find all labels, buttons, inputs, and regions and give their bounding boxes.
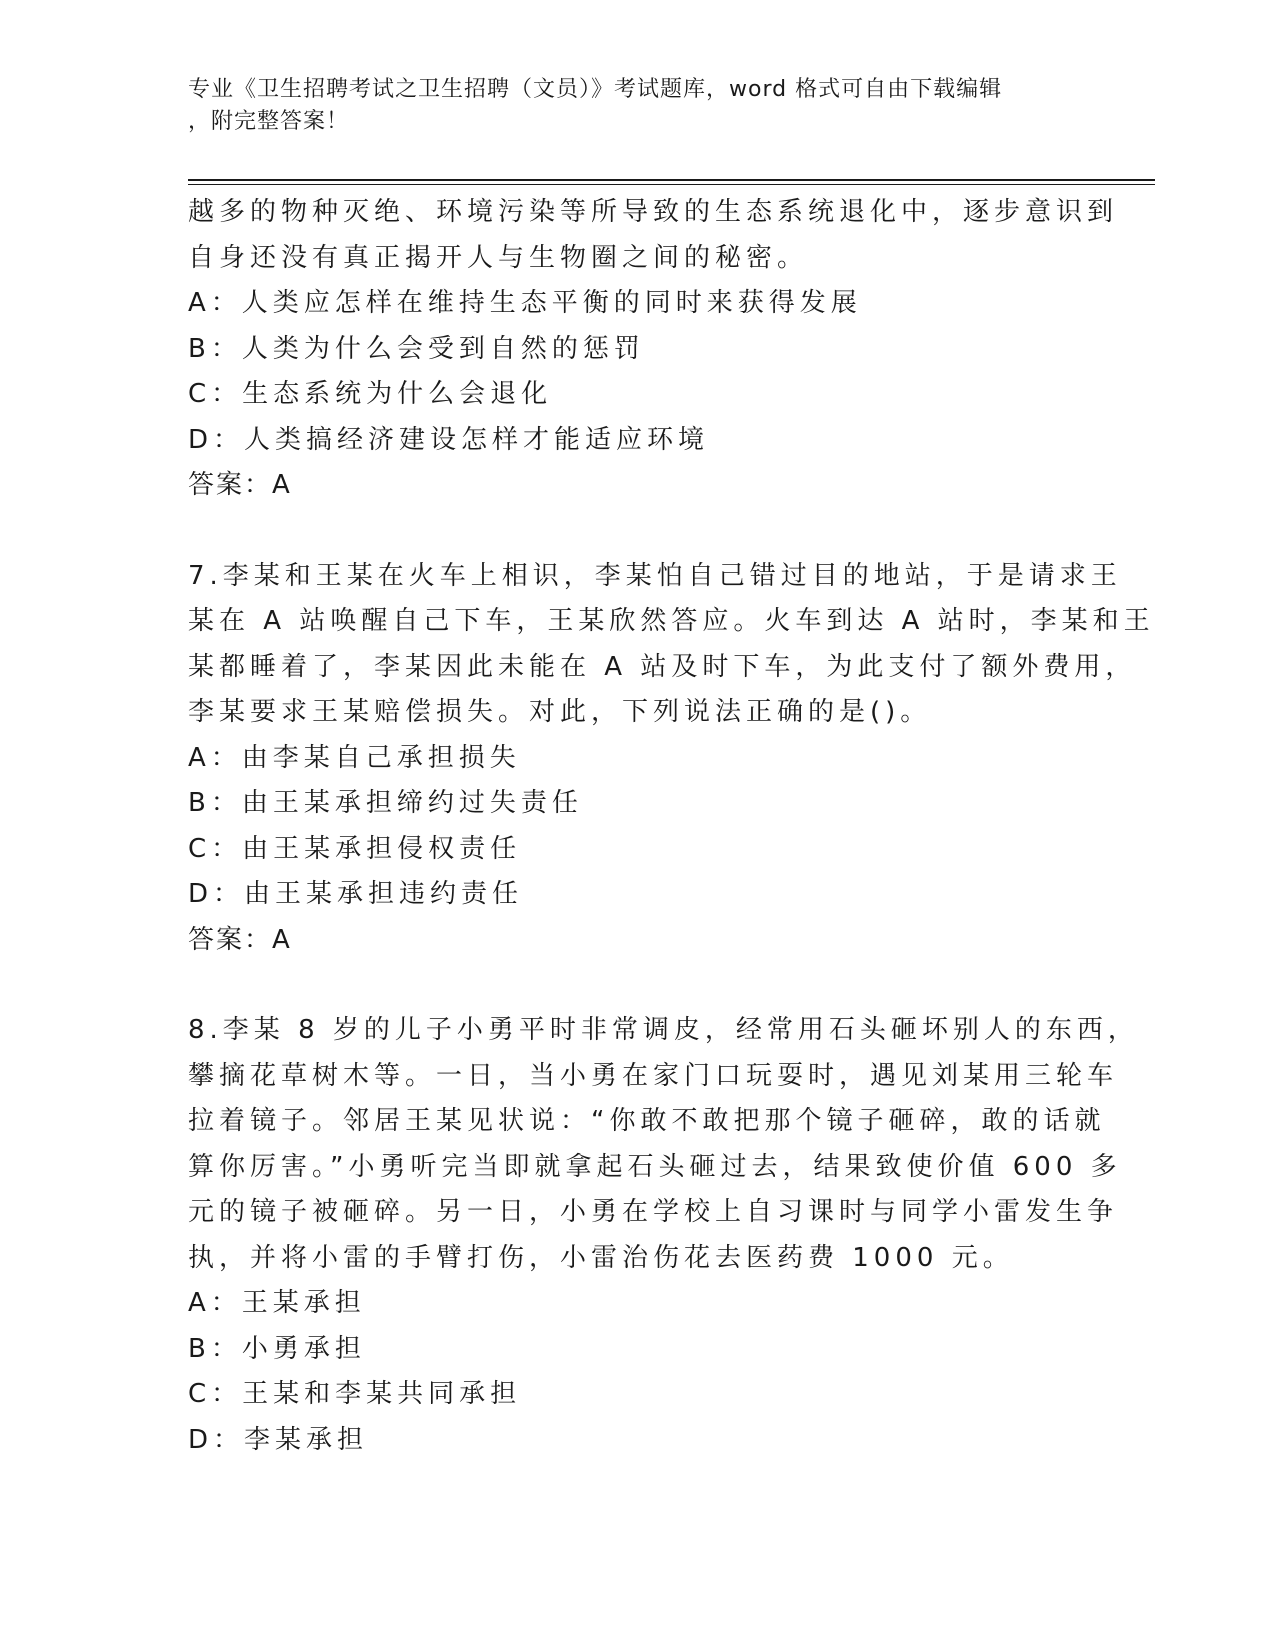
option-b: B：小勇承担 bbox=[188, 1333, 366, 1364]
option-d: D：由王某承担违约责任 bbox=[188, 879, 524, 909]
option-a: A：王某承担 bbox=[188, 1288, 366, 1318]
option-a: A：由李某自己承担损失 bbox=[188, 742, 521, 773]
question-stem-line: 7.李某和王某在火车上相识，李某怕自己错过目的地站，于是请求王 bbox=[188, 560, 1122, 591]
question-6 bbox=[188, 190, 1119, 509]
spacer bbox=[188, 963, 1068, 1008]
question-stem-line: 某都睡着了，李某因此未能在 A 站及时下车，为此支付了额外费用， bbox=[188, 651, 1137, 682]
answer-line: 答案：A bbox=[188, 470, 292, 500]
answer-line: 答案：A bbox=[188, 924, 292, 955]
option-d: D：人类搞经济建设怎样才能适应环境 bbox=[188, 424, 710, 455]
option-c: C：王某和李某共同承担 bbox=[188, 1379, 522, 1409]
option-b: B：人类为什么会受到自然的惩罚 bbox=[188, 333, 645, 364]
document-body bbox=[188, 190, 1155, 1463]
question-stem-line: 越多的物种灭绝、环境污染等所导致的生态系统退化中，逐步意识到 bbox=[188, 197, 1119, 227]
question-stem-line: 自身还没有真正揭开人与生物圈之间的秘密。 bbox=[188, 242, 809, 273]
option-c: C：由王某承担侵权责任 bbox=[188, 833, 522, 864]
question-stem-line: 李某要求王某赔偿损失。对此，下列说法正确的是()。 bbox=[188, 697, 932, 727]
question-8 bbox=[188, 1008, 1139, 1463]
header-rule-thin bbox=[188, 184, 1155, 185]
question-stem-line: 元的镜子被砸碎。另一日，小勇在学校上自习课时与同学小雷发生争 bbox=[188, 1197, 1119, 1227]
question-stem-line: 某在 A 站唤醒自己下车，王某欣然答应。火车到达 A 站时，李某和王 bbox=[188, 606, 1155, 636]
question-stem-line: 8.李某 8 岁的儿子小勇平时非常调皮，经常用石头砸坏别人的东西， bbox=[188, 1015, 1139, 1045]
header-rule-thick bbox=[188, 179, 1155, 181]
header-title-line1: 专业《卫生招聘考试之卫生招聘（文员）》考试题库，word 格式可自由下载编辑 bbox=[188, 77, 1003, 102]
question-stem-line: 算你厉害。”小勇听完当即就拿起石头砸过去，结果致使价值 600 多 bbox=[188, 1151, 1122, 1182]
page-header bbox=[188, 74, 1068, 138]
question-stem-line: 拉着镜子。邻居王某见状说：“你敢不敢把那个镜子砸碎，敢的话就 bbox=[188, 1106, 1106, 1136]
option-c: C：生态系统为什么会退化 bbox=[188, 379, 553, 409]
option-a: A：人类应怎样在维持生态平衡的同时来获得发展 bbox=[188, 288, 862, 318]
option-b: B：由王某承担缔约过失责任 bbox=[188, 788, 583, 818]
header-title-line2: ，附完整答案！ bbox=[188, 109, 350, 134]
question-stem-line: 执，并将小雷的手臂打伤，小雷治伤花去医药费 1000 元。 bbox=[188, 1242, 1014, 1273]
spacer bbox=[188, 509, 1068, 554]
question-stem-line: 攀摘花草树木等。一日，当小勇在家门口玩耍时，遇见刘某用三轮车 bbox=[188, 1060, 1119, 1091]
question-7 bbox=[188, 554, 1155, 964]
option-d: D：李某承担 bbox=[188, 1424, 369, 1455]
